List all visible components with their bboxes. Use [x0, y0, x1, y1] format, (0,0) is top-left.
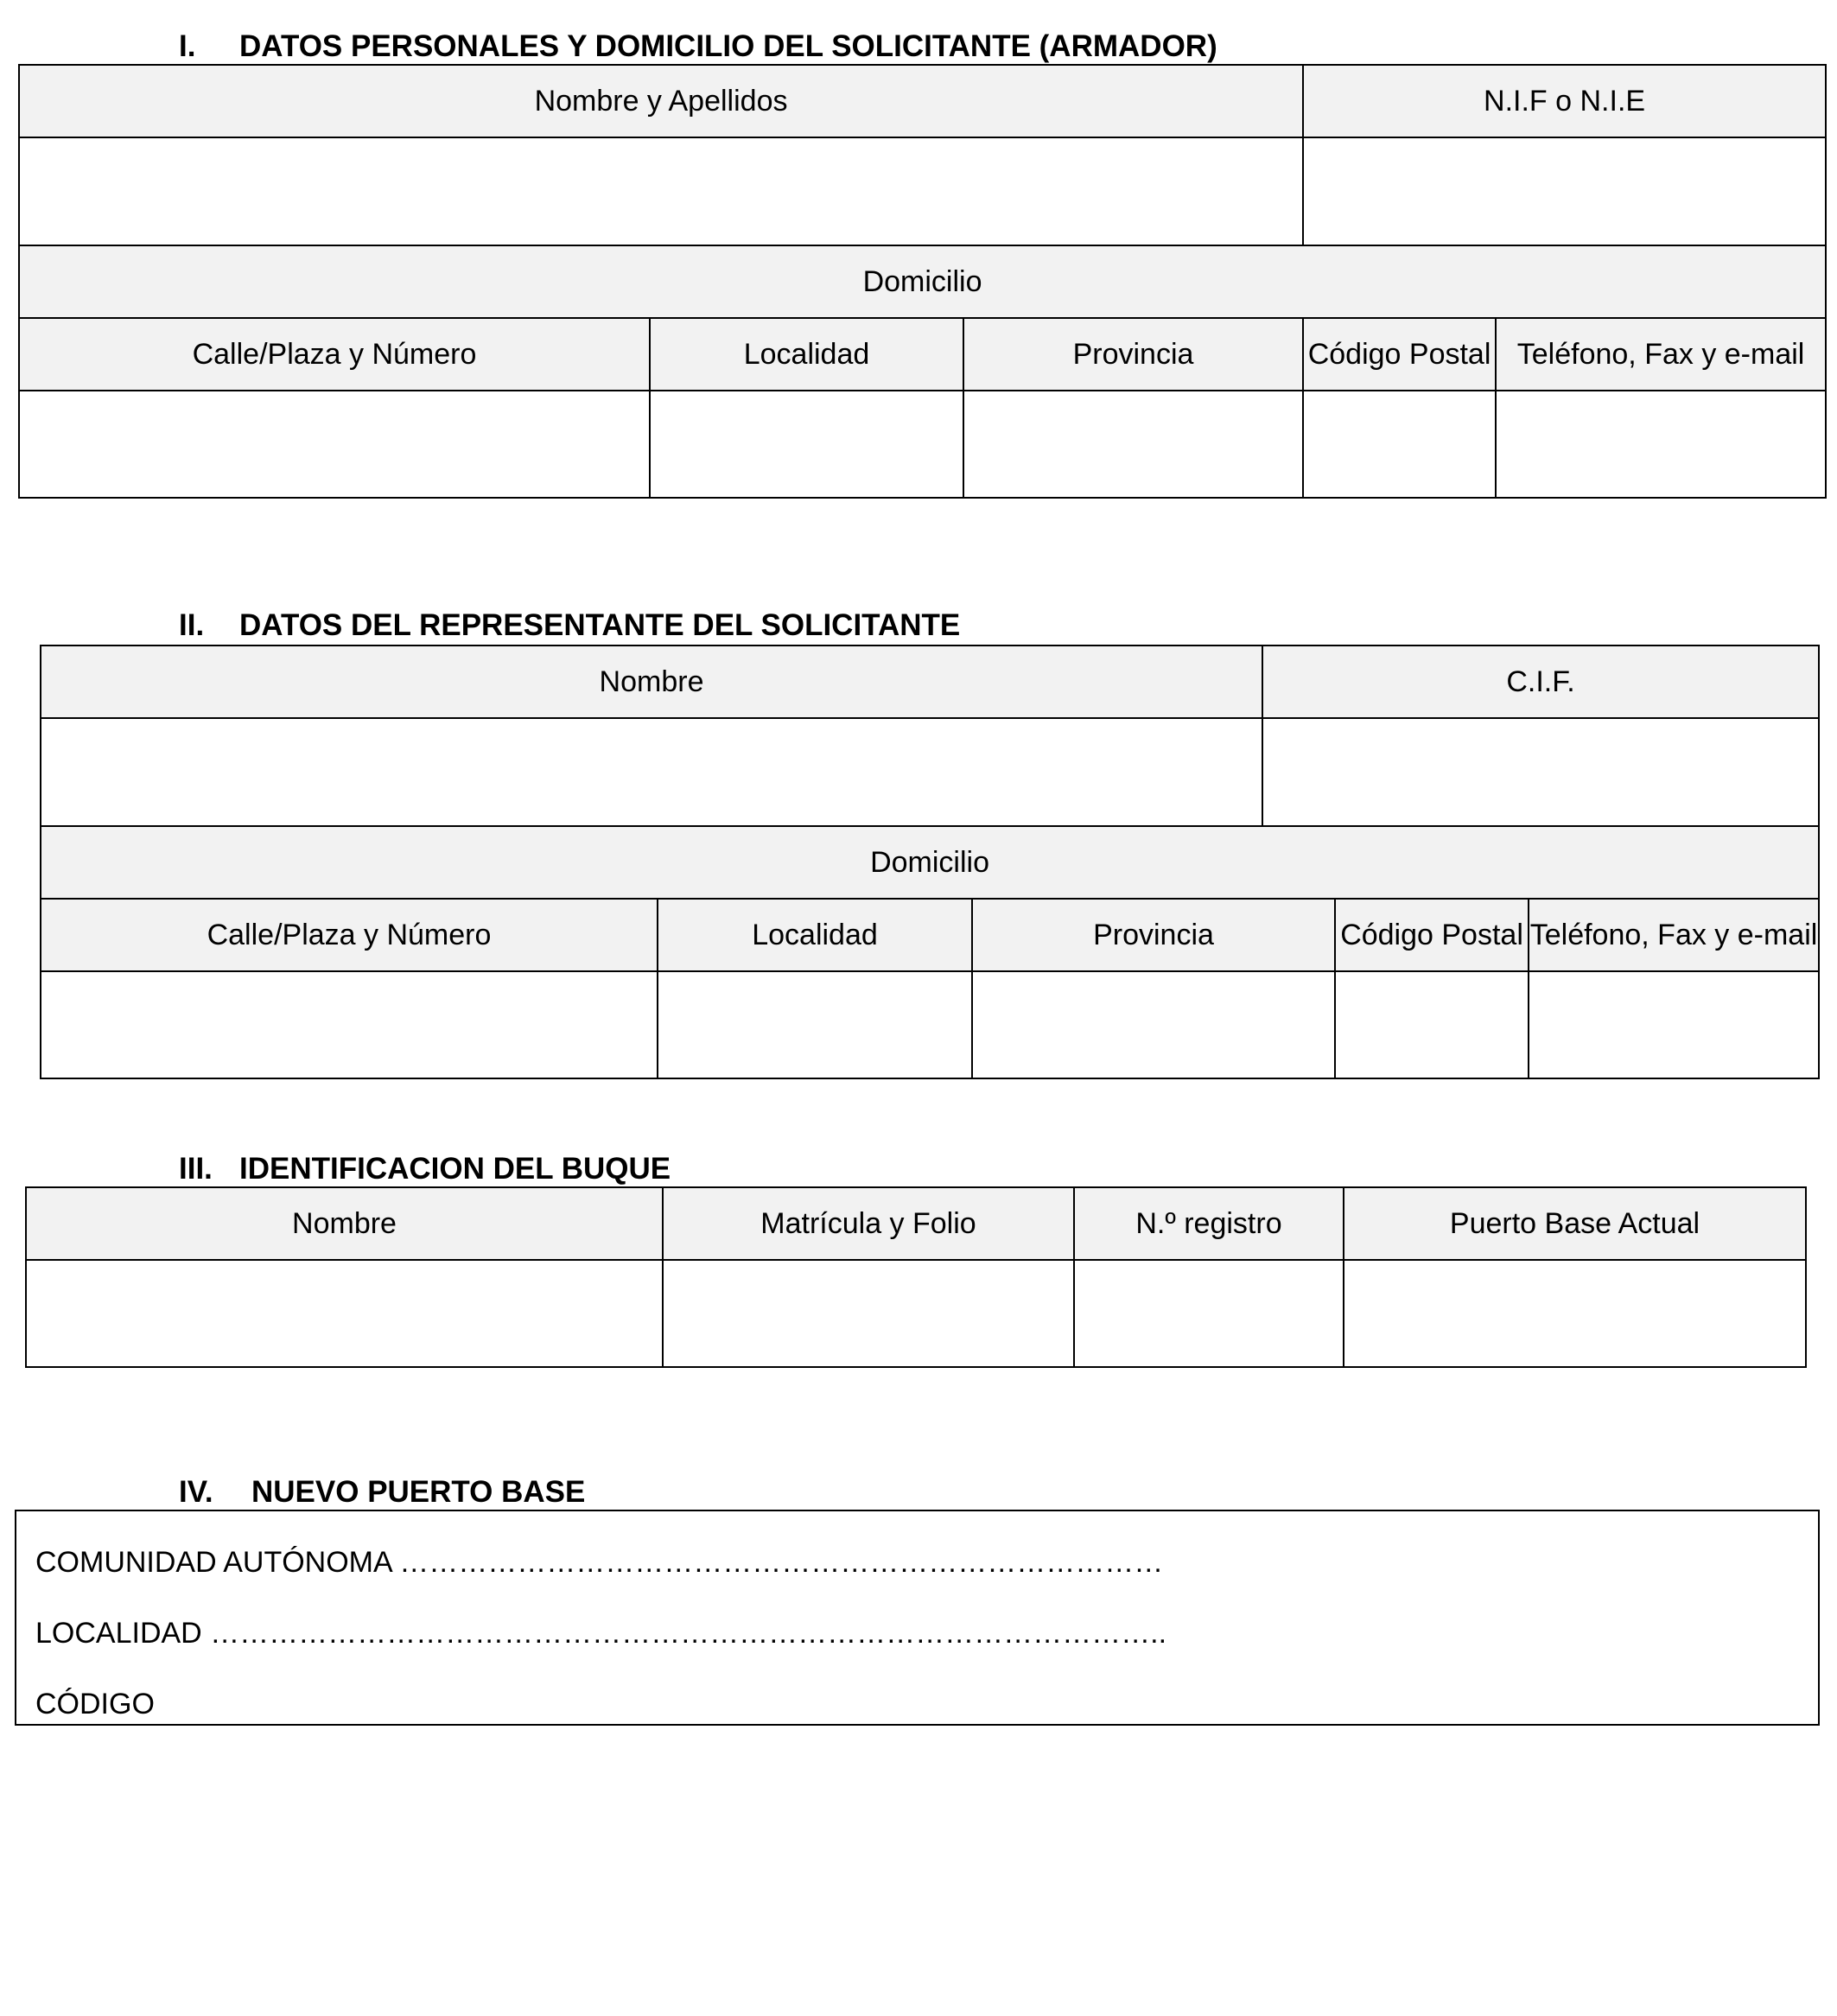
representative-postal-field[interactable] — [1335, 971, 1529, 1078]
autonomous-community-field[interactable]: COMUNIDAD AUTÓNOMA …………………………………………………………………… — [35, 1546, 1164, 1579]
section-4-title: NUEVO PUERTO BASE — [251, 1475, 586, 1509]
vessel-plate-header: Matrícula y Folio — [663, 1187, 1074, 1260]
representative-contact-field[interactable] — [1529, 971, 1819, 1078]
representative-street-header: Calle/Plaza y Número — [41, 899, 658, 971]
representative-address-header: Domicilio — [41, 826, 1819, 899]
applicant-province-field[interactable] — [963, 391, 1303, 498]
applicant-postal-header: Código Postal — [1303, 318, 1496, 391]
applicant-contact-header: Teléfono, Fax y e-mail — [1496, 318, 1826, 391]
representative-cif-field[interactable] — [1262, 718, 1819, 826]
vessel-port-header: Puerto Base Actual — [1344, 1187, 1806, 1260]
representative-name-field[interactable] — [41, 718, 1262, 826]
vessel-name-field[interactable] — [26, 1260, 663, 1367]
applicant-name-header: Nombre y Apellidos — [19, 65, 1303, 137]
section-2-title: DATOS DEL REPRESENTANTE DEL SOLICITANTE — [239, 608, 961, 642]
representative-table — [40, 645, 1820, 1079]
applicant-nif-field[interactable] — [1303, 137, 1826, 245]
section-2-number: II. — [179, 608, 205, 642]
applicant-street-field[interactable] — [19, 391, 650, 498]
applicant-address-header: Domicilio — [19, 245, 1826, 318]
representative-cif-header: C.I.F. — [1262, 646, 1819, 718]
representative-province-header: Provincia — [972, 899, 1335, 971]
representative-postal-header: Código Postal — [1335, 899, 1529, 971]
section-3-number: III. — [179, 1152, 213, 1186]
applicant-town-field[interactable] — [650, 391, 963, 498]
applicant-town-header: Localidad — [650, 318, 963, 391]
applicant-contact-field[interactable] — [1496, 391, 1826, 498]
applicant-table — [18, 64, 1827, 499]
applicant-province-header: Provincia — [963, 318, 1303, 391]
section-3-title: IDENTIFICACION DEL BUQUE — [239, 1152, 671, 1186]
section-1-title: DATOS PERSONALES Y DOMICILIO DEL SOLICITANTE (ARMADOR) — [239, 29, 1217, 63]
representative-province-field[interactable] — [972, 971, 1335, 1078]
locality-field[interactable]: LOCALIDAD …………………………………………………………………………………….. — [35, 1617, 1167, 1650]
representative-name-header: Nombre — [41, 646, 1262, 718]
code-field[interactable]: CÓDIGO — [35, 1688, 155, 1720]
vessel-name-header: Nombre — [26, 1187, 663, 1260]
representative-street-field[interactable] — [41, 971, 658, 1078]
vessel-port-field[interactable] — [1344, 1260, 1806, 1367]
representative-town-field[interactable] — [658, 971, 972, 1078]
section-4-number: IV. — [179, 1475, 213, 1509]
vessel-registry-header: N.º registro — [1074, 1187, 1344, 1260]
section-1-number: I. — [179, 29, 196, 63]
applicant-nif-header: N.I.F o N.I.E — [1303, 65, 1826, 137]
applicant-postal-field[interactable] — [1303, 391, 1496, 498]
representative-town-header: Localidad — [658, 899, 972, 971]
new-base-port-box — [15, 1510, 1820, 1726]
applicant-street-header: Calle/Plaza y Número — [19, 318, 650, 391]
representative-contact-header: Teléfono, Fax y e-mail — [1529, 899, 1819, 971]
vessel-plate-field[interactable] — [663, 1260, 1074, 1367]
applicant-name-field[interactable] — [19, 137, 1303, 245]
vessel-registry-field[interactable] — [1074, 1260, 1344, 1367]
vessel-table — [25, 1186, 1807, 1368]
